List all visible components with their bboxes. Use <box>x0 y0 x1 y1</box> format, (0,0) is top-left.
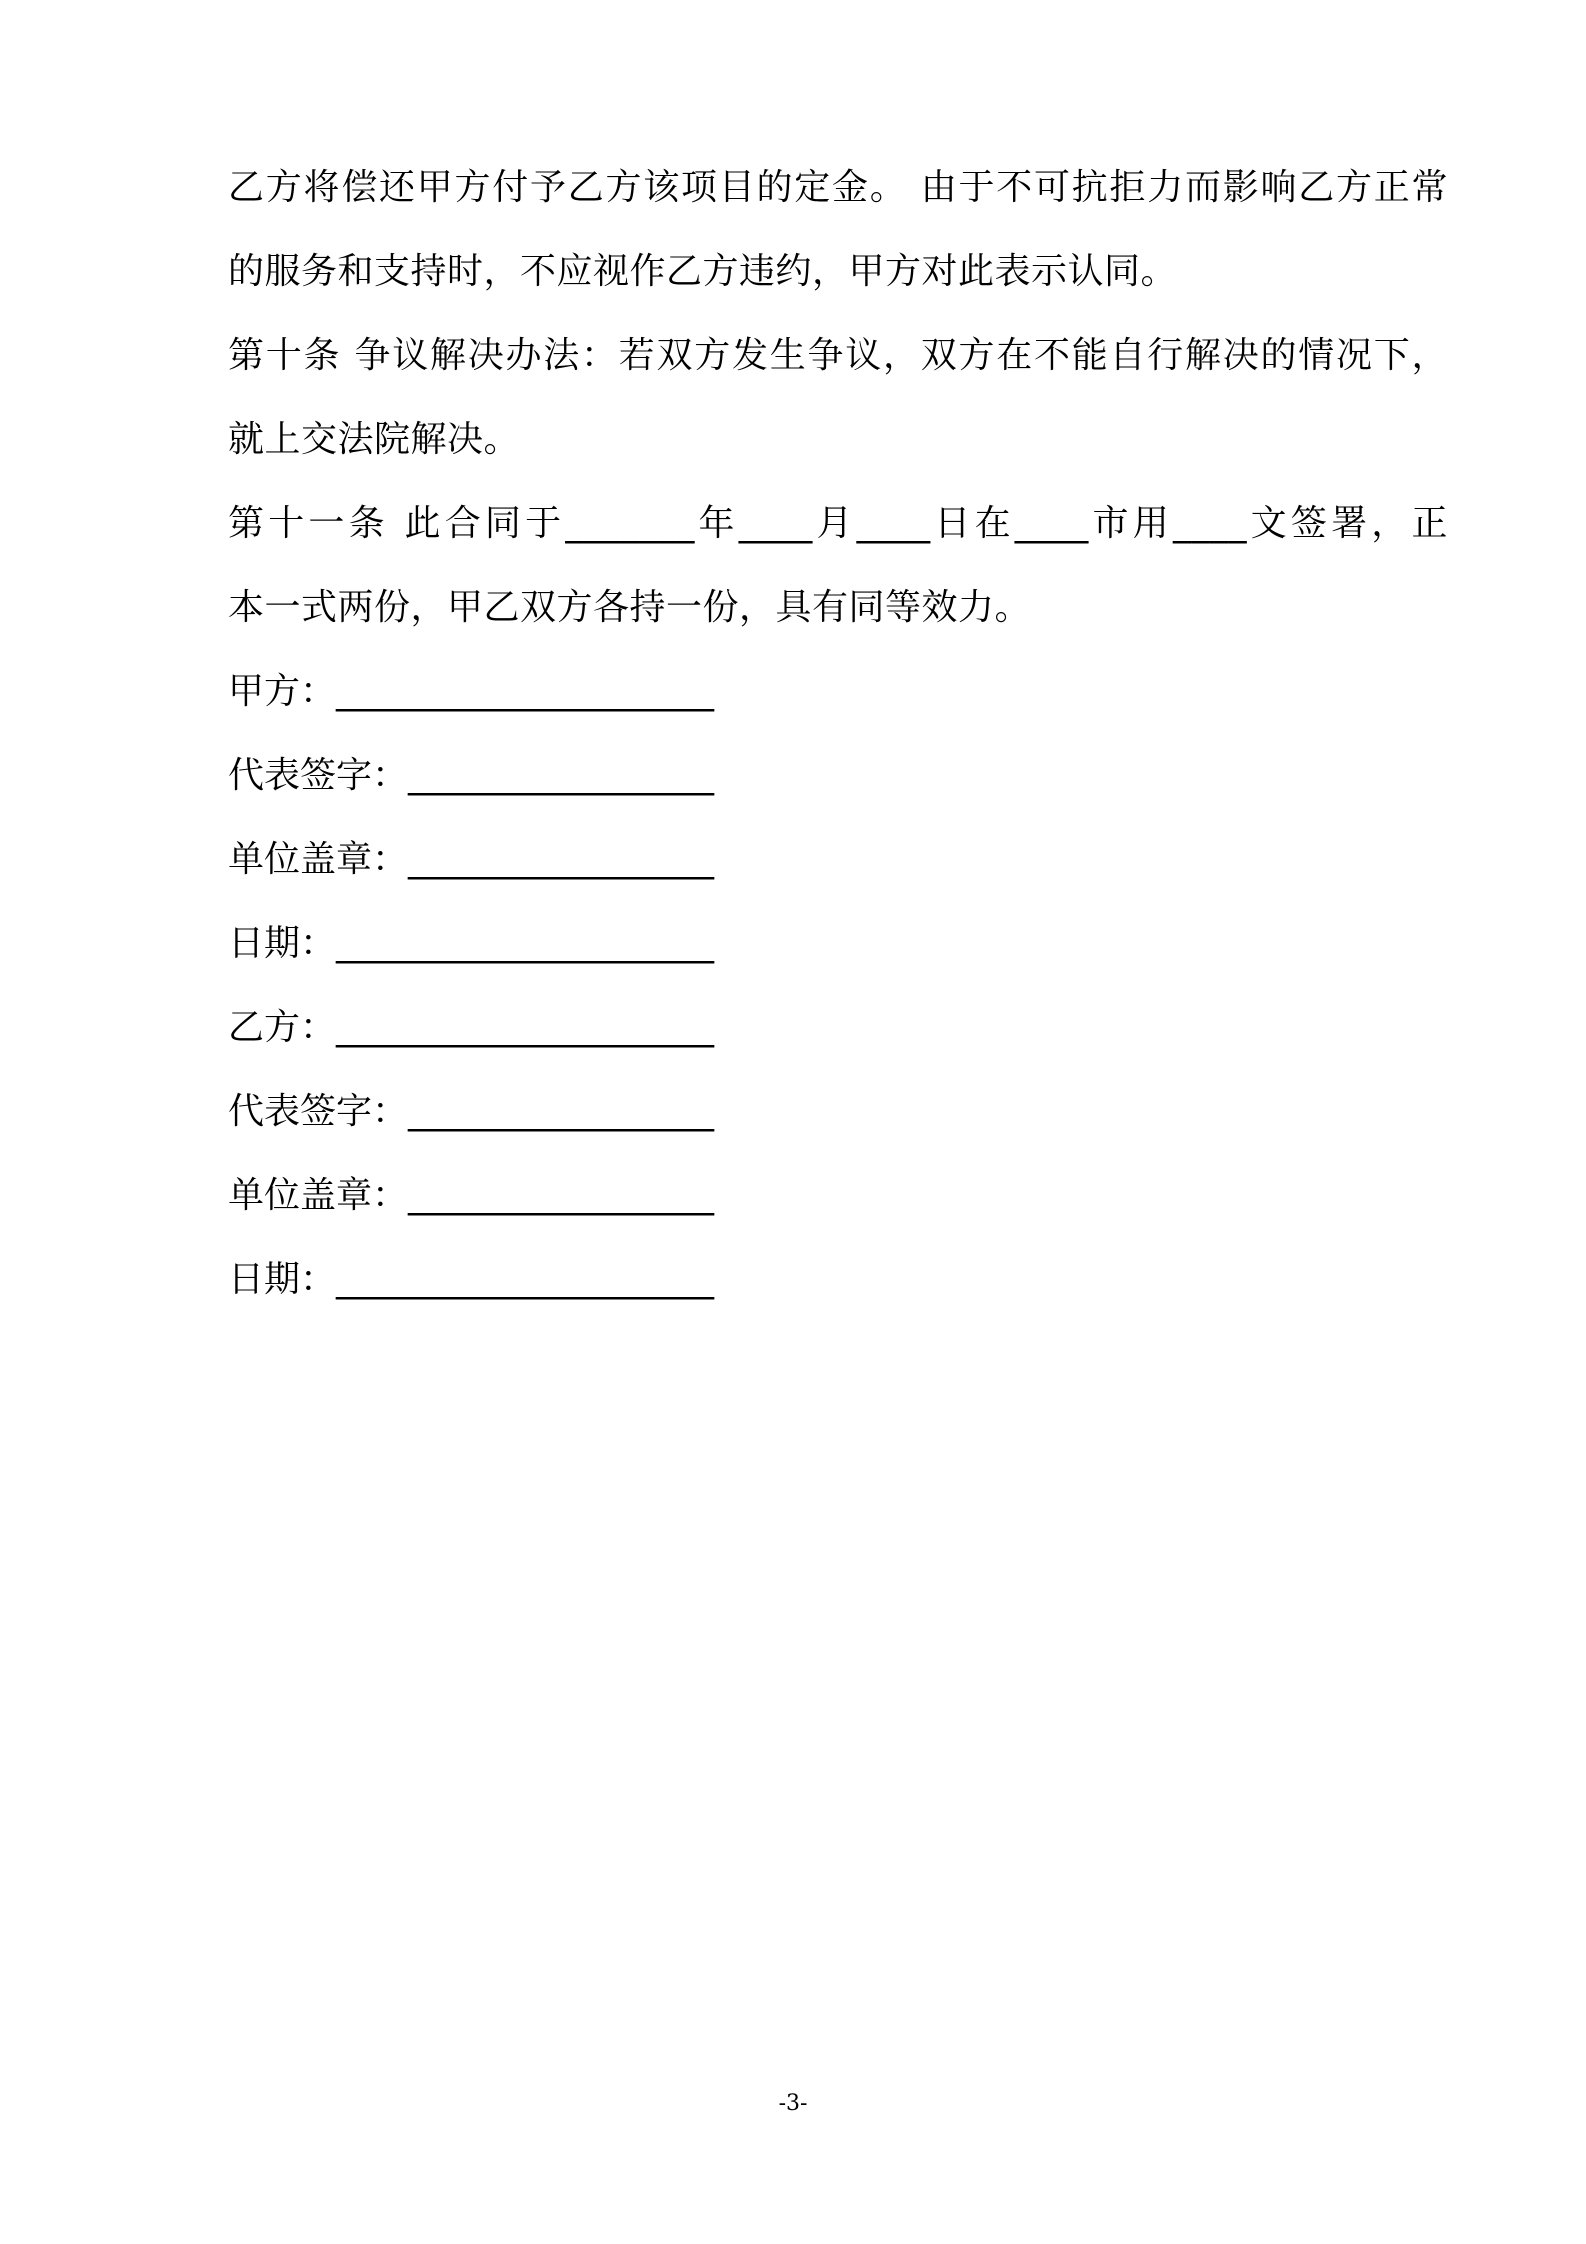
party-a-representative-signature-field[interactable]: 代表签字：_________________ <box>228 755 715 796</box>
party-a-field[interactable]: 甲方：_____________________ <box>228 671 715 712</box>
clause-11-line-2: 本一式两份，甲乙双方各持一份，具有同等效力。 <box>228 587 1032 628</box>
party-b-field[interactable]: 乙方：_____________________ <box>228 1007 715 1048</box>
clause-11-line-1: 第十一条 此合同于_______年____月____日在____市用____文签署，正 <box>228 503 1448 544</box>
party-b-seal-field[interactable]: 单位盖章：_________________ <box>228 1175 715 1216</box>
clause-9-line-1: 乙方将偿还甲方付予乙方该项目的定金。 由于不可抗拒力而影响乙方正常 <box>228 167 1448 208</box>
clause-10-line-1: 第十条 争议解决办法：若双方发生争议，双方在不能自行解决的情况下， <box>228 335 1448 376</box>
page-number: -3- <box>778 2091 808 2116</box>
party-a-date-field[interactable]: 日期：_____________________ <box>228 923 715 964</box>
clause-9-line-2: 的服务和支持时，不应视作乙方违约，甲方对此表示认同。 <box>228 251 1178 292</box>
party-b-date-field[interactable]: 日期：_____________________ <box>228 1259 715 1300</box>
party-a-seal-field[interactable]: 单位盖章：_________________ <box>228 839 715 880</box>
party-b-representative-signature-field[interactable]: 代表签字：_________________ <box>228 1091 715 1132</box>
clause-10-line-2: 就上交法院解决。 <box>228 419 521 460</box>
